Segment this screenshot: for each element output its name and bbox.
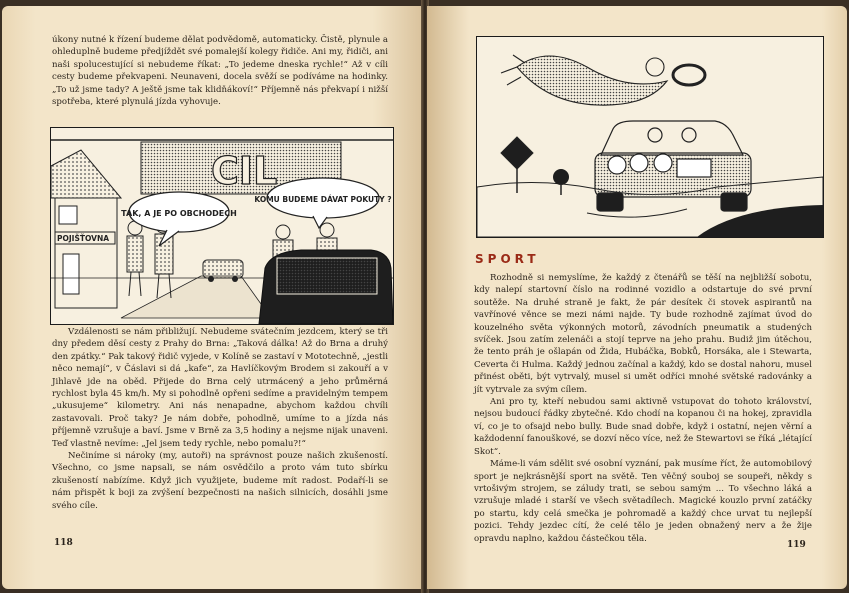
- right-paragraph-3: Máme-li vám sdělit své osobní vyznání, pak musíme říct, že automobilový sport je nejkrásnější sport na světě. Ten věčný souboj se soupeři, někdy s vrtošivým strojem, se záludy trati, se sebou samým ... To všechno láká a vzrušuje mladé i starší ve všech světadílech. Magické kouzlo první zatáčky po startu, kdy celá smečka je pohromadě a každý chce urvat tu nejlepší pozici. Tehdy jezdec cítí, že celé tělo je jeden obnažený nerv a že žije opravdu naplno, každou částečkou těla.: [474, 459, 812, 544]
- right-paragraph-1: Rozhodně si nemyslíme, že každý z čtenářů se těší na nejbližší sobotu, kdy nalepí startovní číslo na rodinné vozidlo a odstartuje do své první soutěže. Na druhé straně je fakt, že pár desítek či stovek aspirantů na vavřínové věnce se mezi námi najde. Ty bude rozhodně zajímat úvod do kouzelného světa výkonných motorů, závodních pneumatik a studených svíček. Jsou zatím zelenáči a stojí teprve na jeho prahu. Budiž jim útěchou, že tento práh je ošlapán od Žida, Hubáčka, Bobků, Horsáka, ale i Stewarta, Ceverta či Hulma. Každý jednou začínal a každý, kdo se dostal nahoru, musel přinést oběti, být vytrvalý, musel si umět odříci mnohé světské radovánky a jít vytrvale za svým cílem.: [474, 273, 812, 395]
- shop-sign-text: POJIŠŤOVNA: [57, 234, 110, 243]
- left-text-top: [52, 34, 388, 108]
- right-paragraph-2: Ani pro ty, kteří nebudou sami aktivně vstupovat do tohoto království, nejsou budoucí řádky zbytečné. Kdo chodí na kopanou či na hokej, zpravidla ví, co je to ofsajd nebo bully. Bude snad dobře, když i ostatní, nejen věrní a každodenní fanouškové, se dozví něco více, než že Stewartovi se říká „létající Skot“.: [474, 397, 812, 457]
- speech-bubble-left-text: TAK, A JE PO OBCHODECH: [121, 209, 237, 218]
- left-paragraph-2: Vzdálenosti se nám přibližují. Nebudeme svátečním jezdcem, který se tři dny předem děsí cesty z Prahy do Brna: „Taková dálka! Až do Brna a druhý den zpátky.“ Pak takový řidič vyjede, v Kolíně se zastaví v Mototechně, „jestli něco nemají“, v Čáslavi si dá „kafe“, za Havlíčkovým Brodem si zakouří a v Jihlavě jde na oběd. Přijede do Brna celý utrmácený a jeho průměrná rychlost byla 45 km/h. My si pohodlně opřeni sedíme a pravidelným tempem „ukusujeme“ kilometry. Ani nás nenapadne, abychom každou chvíli zastavovali. Proč taky? Je nám dobře, pohodlně, umíme to a jízda nás příjemně vzrušuje a baví. Jsme v Brně za 3,5 hodiny a nejsme nijak unaveni. Teď vlastně nevíme: „Jel jsem tedy rychle, nebo pomalu?!“: [52, 327, 388, 449]
- left-page: [2, 6, 423, 589]
- left-paragraph-1: úkony nutné k řízení budeme dělat podvědomě, automaticky. Čistě, plynule a ohleduplně budeme předjíždět své pomalejší kolegy řidiče. Ani my, řidiči, ani naši spolucestující si nebudeme říkat: „To jedeme dneska rychle!“ Až v cíli cesty budeme překvapeni. Neunaveni, docela svěží se podíváme na hodinky. „To už jsme tady? A ještě jsme tak klidňákoví!“ Příjemně nás překvapí i nižší spotřeba, které plynulá jízda vyhovuje.: [52, 35, 388, 108]
- cartoon-traffic-police: [50, 127, 394, 325]
- section-heading: SPORT: [475, 252, 540, 266]
- left-page-number: 118: [54, 538, 73, 548]
- left-text-bottom: [52, 326, 388, 512]
- cartoon-rally-drawing: [477, 37, 823, 237]
- right-text: [474, 272, 812, 545]
- finish-banner-text: CIL: [211, 149, 278, 193]
- left-paragraph-3: Nečiníme si nároky (my, autoři) na správnost pouze našich zkušeností. Všechno, co jsme napsali, se nám osvědčilo a proto vám tuto sbírku zkušeností nabízíme. Když jich využijete, budeme mít radost. Podaří-li se nám přispět k boji za zvýšení bezpečnosti na našich silnicích, dosáhli jsme svého cíle.: [52, 451, 388, 511]
- right-page: [427, 6, 847, 589]
- right-page-number: 119: [787, 540, 806, 550]
- speech-bubble-right-text: KOMU BUDEME DÁVAT POKUTY ?: [254, 195, 392, 204]
- cartoon-drawing: [51, 128, 393, 324]
- cartoon-rally-car: [476, 36, 824, 238]
